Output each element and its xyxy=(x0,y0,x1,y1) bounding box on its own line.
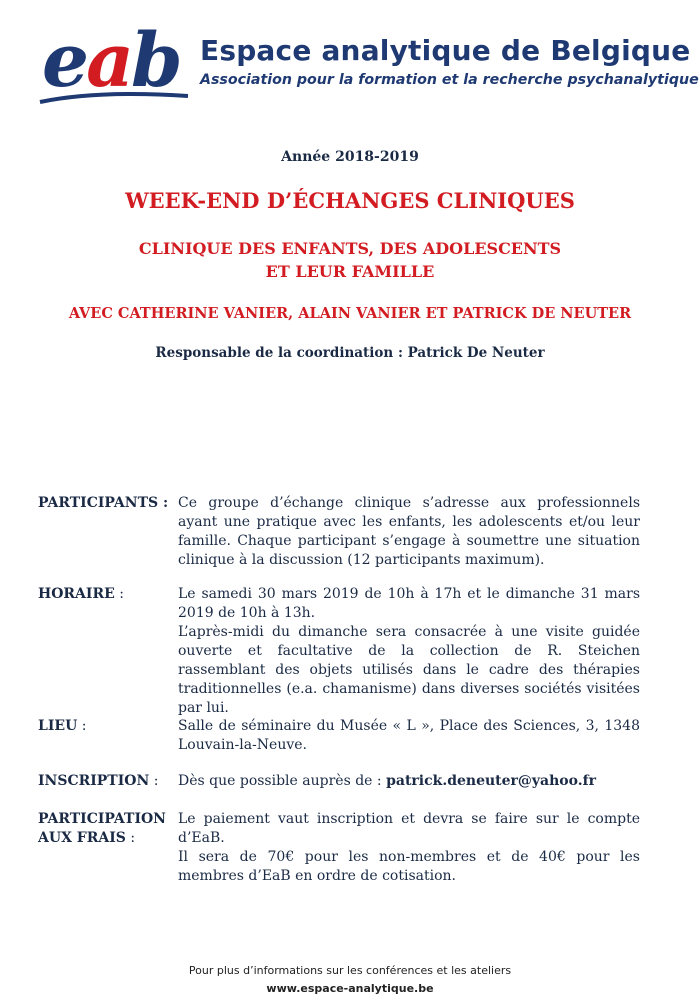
inscription-section xyxy=(38,772,640,792)
org-name: Espace analytique de Belgique xyxy=(200,34,691,67)
horaire-section xyxy=(38,585,640,716)
frais-payment: Le paiement vaut inscription et devra se faire sur le compte d’EaB. xyxy=(178,811,640,846)
frais-text xyxy=(178,810,640,886)
participants-text: Ce groupe d’échange clinique s’adresse aux professionnels ayant une pratique avec les enfants, les adolescents et/ou leur famille. Chaque participant s’engage à soumettre une situation clinique à la discussion (12 participants maximum). xyxy=(178,495,640,568)
inscription-label: INSCRIPTION : xyxy=(38,773,159,789)
lieu-section xyxy=(38,717,640,757)
horaire-visit: L’après-midi du dimanche sera consacrée à une visite guidée ouverte et facultative de la collection de R. Steichen rassemblant des objets utilisés dans le cadre des thérapies traditionnelles (e.a. chamanisme) dans diverses sociétés visitées par lui. xyxy=(178,624,640,716)
org-tagline: Association pour la formation et la recherche psychanalytique xyxy=(200,72,699,88)
footer-info: Pour plus d’informations sur les conférences et les ateliers xyxy=(188,964,512,977)
event-speakers: AVEC CATHERINE VANIER, ALAIN VANIER ET PATRICK DE NEUTER xyxy=(68,305,632,322)
frais-amount: Il sera de 70€ pour les non-membres et de 40€ pour les membres d’EaB en ordre de cotisation. xyxy=(178,849,640,884)
svg-text:eab: eab xyxy=(42,18,180,104)
subtitle-line-1: CLINIQUE DES ENFANTS, DES ADOLESCENTS xyxy=(138,239,562,258)
lieu-text: Salle de séminaire du Musée « L », Place des Sciences, 3, 1348 Louvain-la-Neuve. xyxy=(178,718,640,753)
event-subtitle xyxy=(0,237,700,283)
inscription-text: Dès que possible auprès de : patrick.deneuter@yahoo.fr xyxy=(178,773,596,789)
participants-label: PARTICIPANTS : xyxy=(38,495,169,511)
horaire-dates: Le samedi 30 mars 2019 de 10h à 17h et le dimanche 31 mars 2019 de 10h à 13h. xyxy=(178,586,640,621)
horaire-text xyxy=(178,585,640,718)
contact-email[interactable]: patrick.deneuter@yahoo.fr xyxy=(386,773,596,789)
footer-url[interactable]: www.espace-analytique.be xyxy=(266,982,434,995)
header xyxy=(38,10,699,105)
participants-section xyxy=(38,494,640,574)
subtitle-line-2: ET LEUR FAMILLE xyxy=(265,262,435,281)
eab-logo xyxy=(38,10,196,105)
lieu-label: LIEU : xyxy=(38,718,87,734)
event-year: Année 2018-2019 xyxy=(281,149,419,165)
coordination: Responsable de la coordination : Patrick De Neuter xyxy=(155,345,545,361)
frais-section xyxy=(38,810,640,884)
frais-label: PARTICIPATION AUX FRAIS : xyxy=(38,811,166,846)
horaire-label: HORAIRE : xyxy=(38,586,124,602)
event-title: WEEK-END D’ÉCHANGES CLINIQUES xyxy=(125,188,575,213)
